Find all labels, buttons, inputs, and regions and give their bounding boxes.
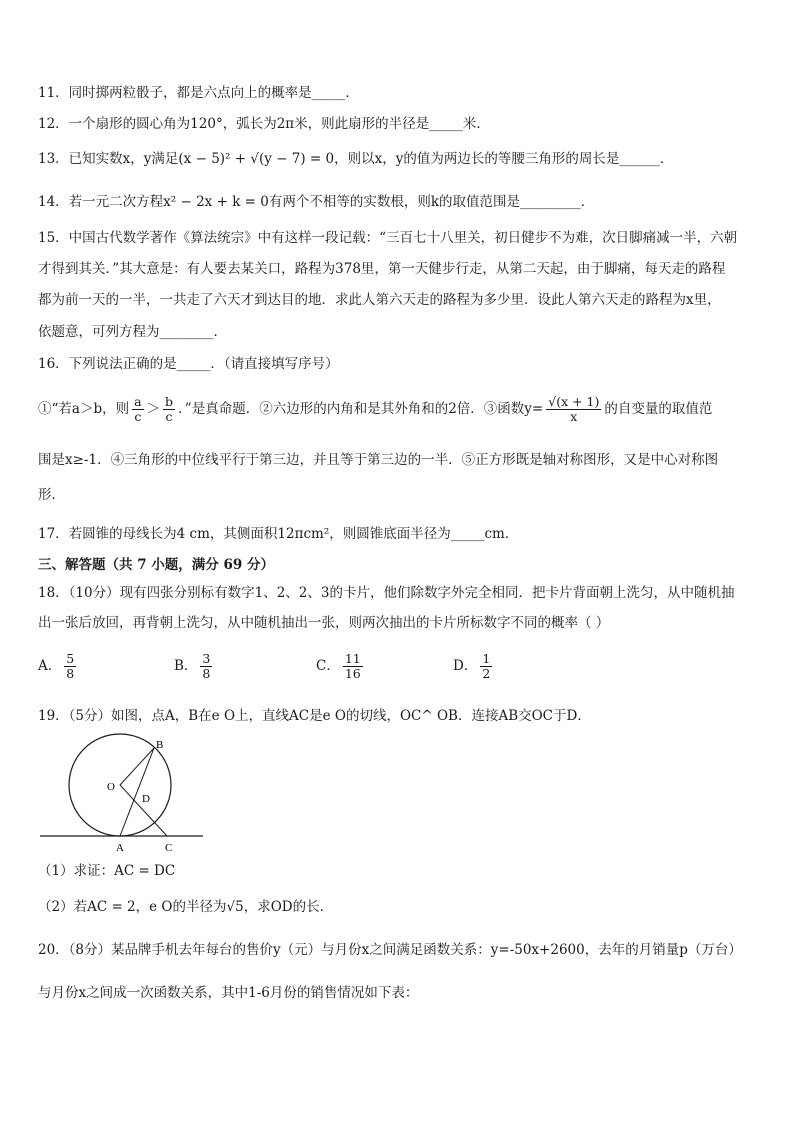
q16-text-a: ①“若a＞b，则 <box>38 401 130 417</box>
question-15-line-1: 15．中国古代数学著作《算法统宗》中有这样一段记载：“三百七十八里关，初日健步不为难，次日脚痛减一半，六朝 <box>38 230 738 246</box>
fraction-b-over-c: $\frac{b}{c}$ <box>165 394 174 424</box>
question-16-line-2: 围是x≥-1．④三角形的中位线平行于第三边，并且等于第三边的一半．⑤正方形既是轴对称图形，又是中心对称图 <box>38 452 719 468</box>
question-20-line-1: 20．（8分）某品牌手机去年每台的售价y（元）与月份x之间满足函数关系：y=-50x+2600，去年的月销量p（万台） <box>38 942 742 958</box>
label-d: D <box>142 793 150 805</box>
question-19: 19．（5分）如图，点A，B在e O上，直线AC是e O的切线，OC^ OB．连接AB交OC于D． <box>38 708 591 724</box>
section-three-heading: 三、解答题（共 7 小题，满分 69 分） <box>38 557 274 573</box>
fraction-sqrt: $\frac{√(x + 1)}{x}$ <box>548 394 600 424</box>
label-c: C <box>165 842 173 854</box>
q16-text-b: ．”是真命题．②六边形的内角和是其外角和的2倍．③函数y= <box>178 401 544 417</box>
q16-text-c: 的自变量的取值范 <box>604 401 713 417</box>
segment-ob <box>120 748 154 785</box>
question-17: 17．若圆锥的母线长为4 cm，其侧面积12πcm²，则圆锥底面半径为_____cm． <box>38 526 519 542</box>
question-16-line-3: 形． <box>38 487 65 503</box>
question-14: 14．若一元二次方程x² − 2x + k = 0有两个不相等的实数根，则k的取值范围是_________． <box>38 194 595 210</box>
question-16: 16．下列说法正确的是_____．（请直接填写序号） <box>38 356 339 372</box>
option-b: B． $\frac{3}{8}$ <box>174 651 211 681</box>
question-13: 13．已知实数x，y满足(x − 5)² + √(y − 7) = 0，则以x，y的值为两边长的等腰三角形的周长是______． <box>38 151 674 167</box>
question-18-line-2: 出一张后放回，再背朝上洗匀，从中随机抽出一张，则两次抽出的卡片所标数字不同的概率（ ） <box>38 615 610 631</box>
question-19-part-1: （1）求证：AC = DC <box>38 863 176 879</box>
question-16-line-1 <box>38 392 712 426</box>
question-18-line-1: 18．（10分）现有四张分别标有数字1、2、2、3的卡片，他们除数字外完全相同．把卡片背面朝上洗匀，从中随机抽 <box>38 585 735 601</box>
option-c: C． $\frac{11}{16}$ <box>316 651 361 681</box>
label-a: A <box>116 842 124 854</box>
question-19-part-2: （2）若AC = 2，e O的半径为√5，求OD的长． <box>38 899 334 915</box>
question-15-line-2: 才得到其关．”其大意是：有人要去某关口，路程为378里，第一天健步行走，从第二天起，由于脚痛，每天走的路程 <box>38 261 726 277</box>
question-15-line-3: 都为前一天的一半，一共走了六天才到达目的地．求此人第六天走的路程为多少里．设此人第六天走的路程为x里， <box>38 292 721 308</box>
greater-than-sign: ＞ <box>146 401 161 417</box>
question-12: 12．一个扇形的圆心角为120°，弧长为2π米，则此扇形的半径是_____米． <box>38 116 490 132</box>
option-a: A． $\frac{5}{8}$ <box>38 651 75 681</box>
label-o: O <box>107 781 115 793</box>
question-20-line-2: 与月份x之间成一次函数关系，其中1-6月份的销售情况如下表： <box>38 985 419 1001</box>
question-15-line-4: 依题意，可列方程为________． <box>38 324 227 340</box>
fraction-a-over-c: $\frac{a}{c}$ <box>134 394 142 424</box>
question-11: 11．同时掷两粒骰子，都是六点向上的概率是_____． <box>38 85 359 101</box>
option-d: D． $\frac{1}{2}$ <box>453 651 491 681</box>
label-b: B <box>156 739 164 751</box>
geometry-figure <box>38 730 208 855</box>
segment-ab <box>120 748 154 836</box>
